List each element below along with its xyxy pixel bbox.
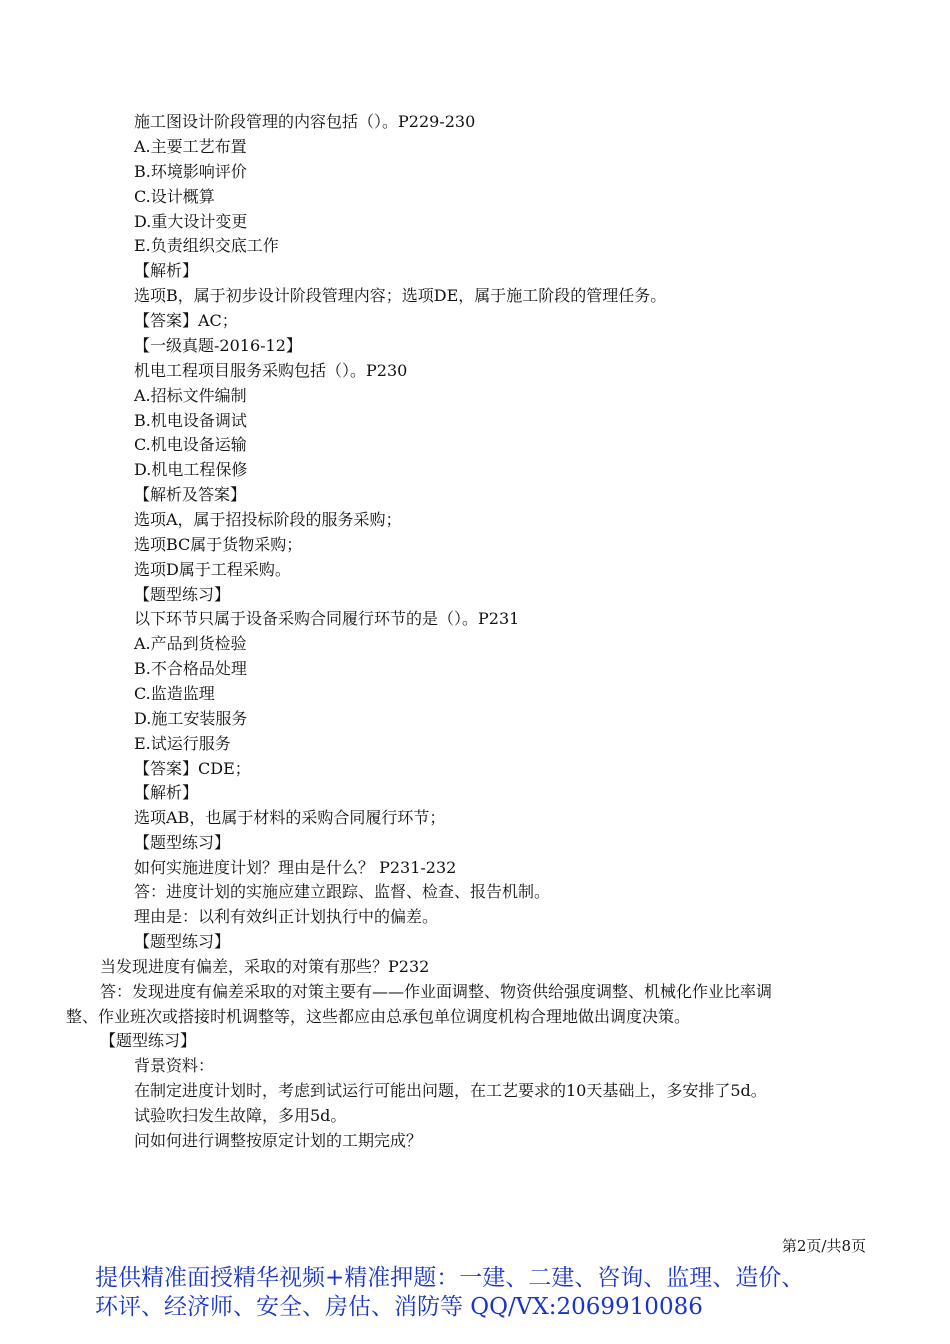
- question-3-stem: 以下环节只属于设备采购合同履行环节的是（）。P231: [134, 609, 520, 628]
- promo-line-1: 提供精准面授精华视频+精准押题：一建、二建、咨询、监理、造价、: [95, 1265, 805, 1291]
- analysis-text: 选项B，属于初步设计阶段管理内容；选项DE，属于施工阶段的管理任务。: [134, 286, 667, 305]
- question-2-option-b: B.机电设备调试: [134, 411, 247, 430]
- question-3-option-e: E.试运行服务: [134, 734, 231, 753]
- answer-line: 【答案】AC；: [134, 311, 238, 330]
- question-3-option-b: B.不合格品处理: [134, 659, 247, 678]
- promo-line-2: 环评、经济师、安全、房估、消防等 QQ/VX:2069910086: [95, 1294, 703, 1320]
- question-2-option-d: D.机电工程保修: [134, 460, 248, 479]
- question-1-option-b: B.环境影响评价: [134, 162, 247, 181]
- question-4-stem: 如何实施进度计划？理由是什么？ P231-232: [134, 858, 457, 877]
- question-1-option-e: E.负责组织交底工作: [134, 236, 279, 255]
- page-number: 第2页/共8页: [781, 1237, 866, 1255]
- analysis-answer-heading: 【解析及答案】: [134, 485, 247, 504]
- question-2-stem: 机电工程项目服务采购包括（）。P230: [134, 361, 408, 380]
- question-2-option-c: C.机电设备运输: [134, 435, 247, 454]
- answer-text: 答：进度计划的实施应建立跟踪、监督、检查、报告机制。: [134, 882, 551, 901]
- background-text: 在制定进度计划时，考虑到试运行可能出问题，在工艺要求的10天基础上，多安排了5d。: [134, 1081, 767, 1100]
- analysis-text: 选项D属于工程采购。: [134, 560, 291, 579]
- question-5-stem: 当发现进度有偏差，采取的对策有那些？P232: [100, 957, 430, 976]
- answer-text-continued: 整、作业班次或搭接时机调整等，这些都应由总承包单位调度机构合理地做出调度决策。: [66, 1007, 691, 1026]
- reason-text: 理由是：以利有效纠正计划执行中的偏差。: [134, 907, 439, 926]
- practice-heading: 【题型练习】: [134, 833, 231, 852]
- analysis-text: 选项AB，也属于材料的采购合同履行环节；: [134, 808, 446, 827]
- analysis-text: 选项BC属于货物采购；: [134, 535, 303, 554]
- analysis-text: 选项A，属于招投标阶段的服务采购；: [134, 510, 402, 529]
- question-1-stem: 施工图设计阶段管理的内容包括（）。P229-230: [134, 112, 476, 131]
- question-3-option-d: D.施工安装服务: [134, 709, 248, 728]
- question-6-stem: 问如何进行调整按原定计划的工期完成？: [134, 1131, 423, 1150]
- question-3-option-c: C.监造监理: [134, 684, 215, 703]
- analysis-heading: 【解析】: [134, 261, 199, 280]
- analysis-heading: 【解析】: [134, 783, 199, 802]
- practice-heading: 【题型练习】: [134, 585, 231, 604]
- practice-heading: 【题型练习】: [134, 932, 231, 951]
- question-1-option-c: C.设计概算: [134, 187, 215, 206]
- practice-heading: 【题型练习】: [100, 1031, 197, 1050]
- answer-text: 答：发现进度有偏差采取的对策主要有——作业面调整、物资供给强度调整、机械化作业比率调: [100, 982, 773, 1001]
- question-2-option-a: A.招标文件编制: [134, 386, 247, 405]
- answer-line: 【答案】CDE；: [134, 759, 251, 778]
- background-text: 试验吹扫发生故障，多用5d。: [134, 1106, 347, 1125]
- question-3-option-a: A.产品到货检验: [134, 634, 247, 653]
- question-1-option-a: A.主要工艺布置: [134, 137, 247, 156]
- question-1-option-d: D.重大设计变更: [134, 212, 248, 231]
- exam-question-heading: 【一级真题-2016-12】: [134, 336, 302, 355]
- background-heading: 背景资料：: [134, 1056, 215, 1075]
